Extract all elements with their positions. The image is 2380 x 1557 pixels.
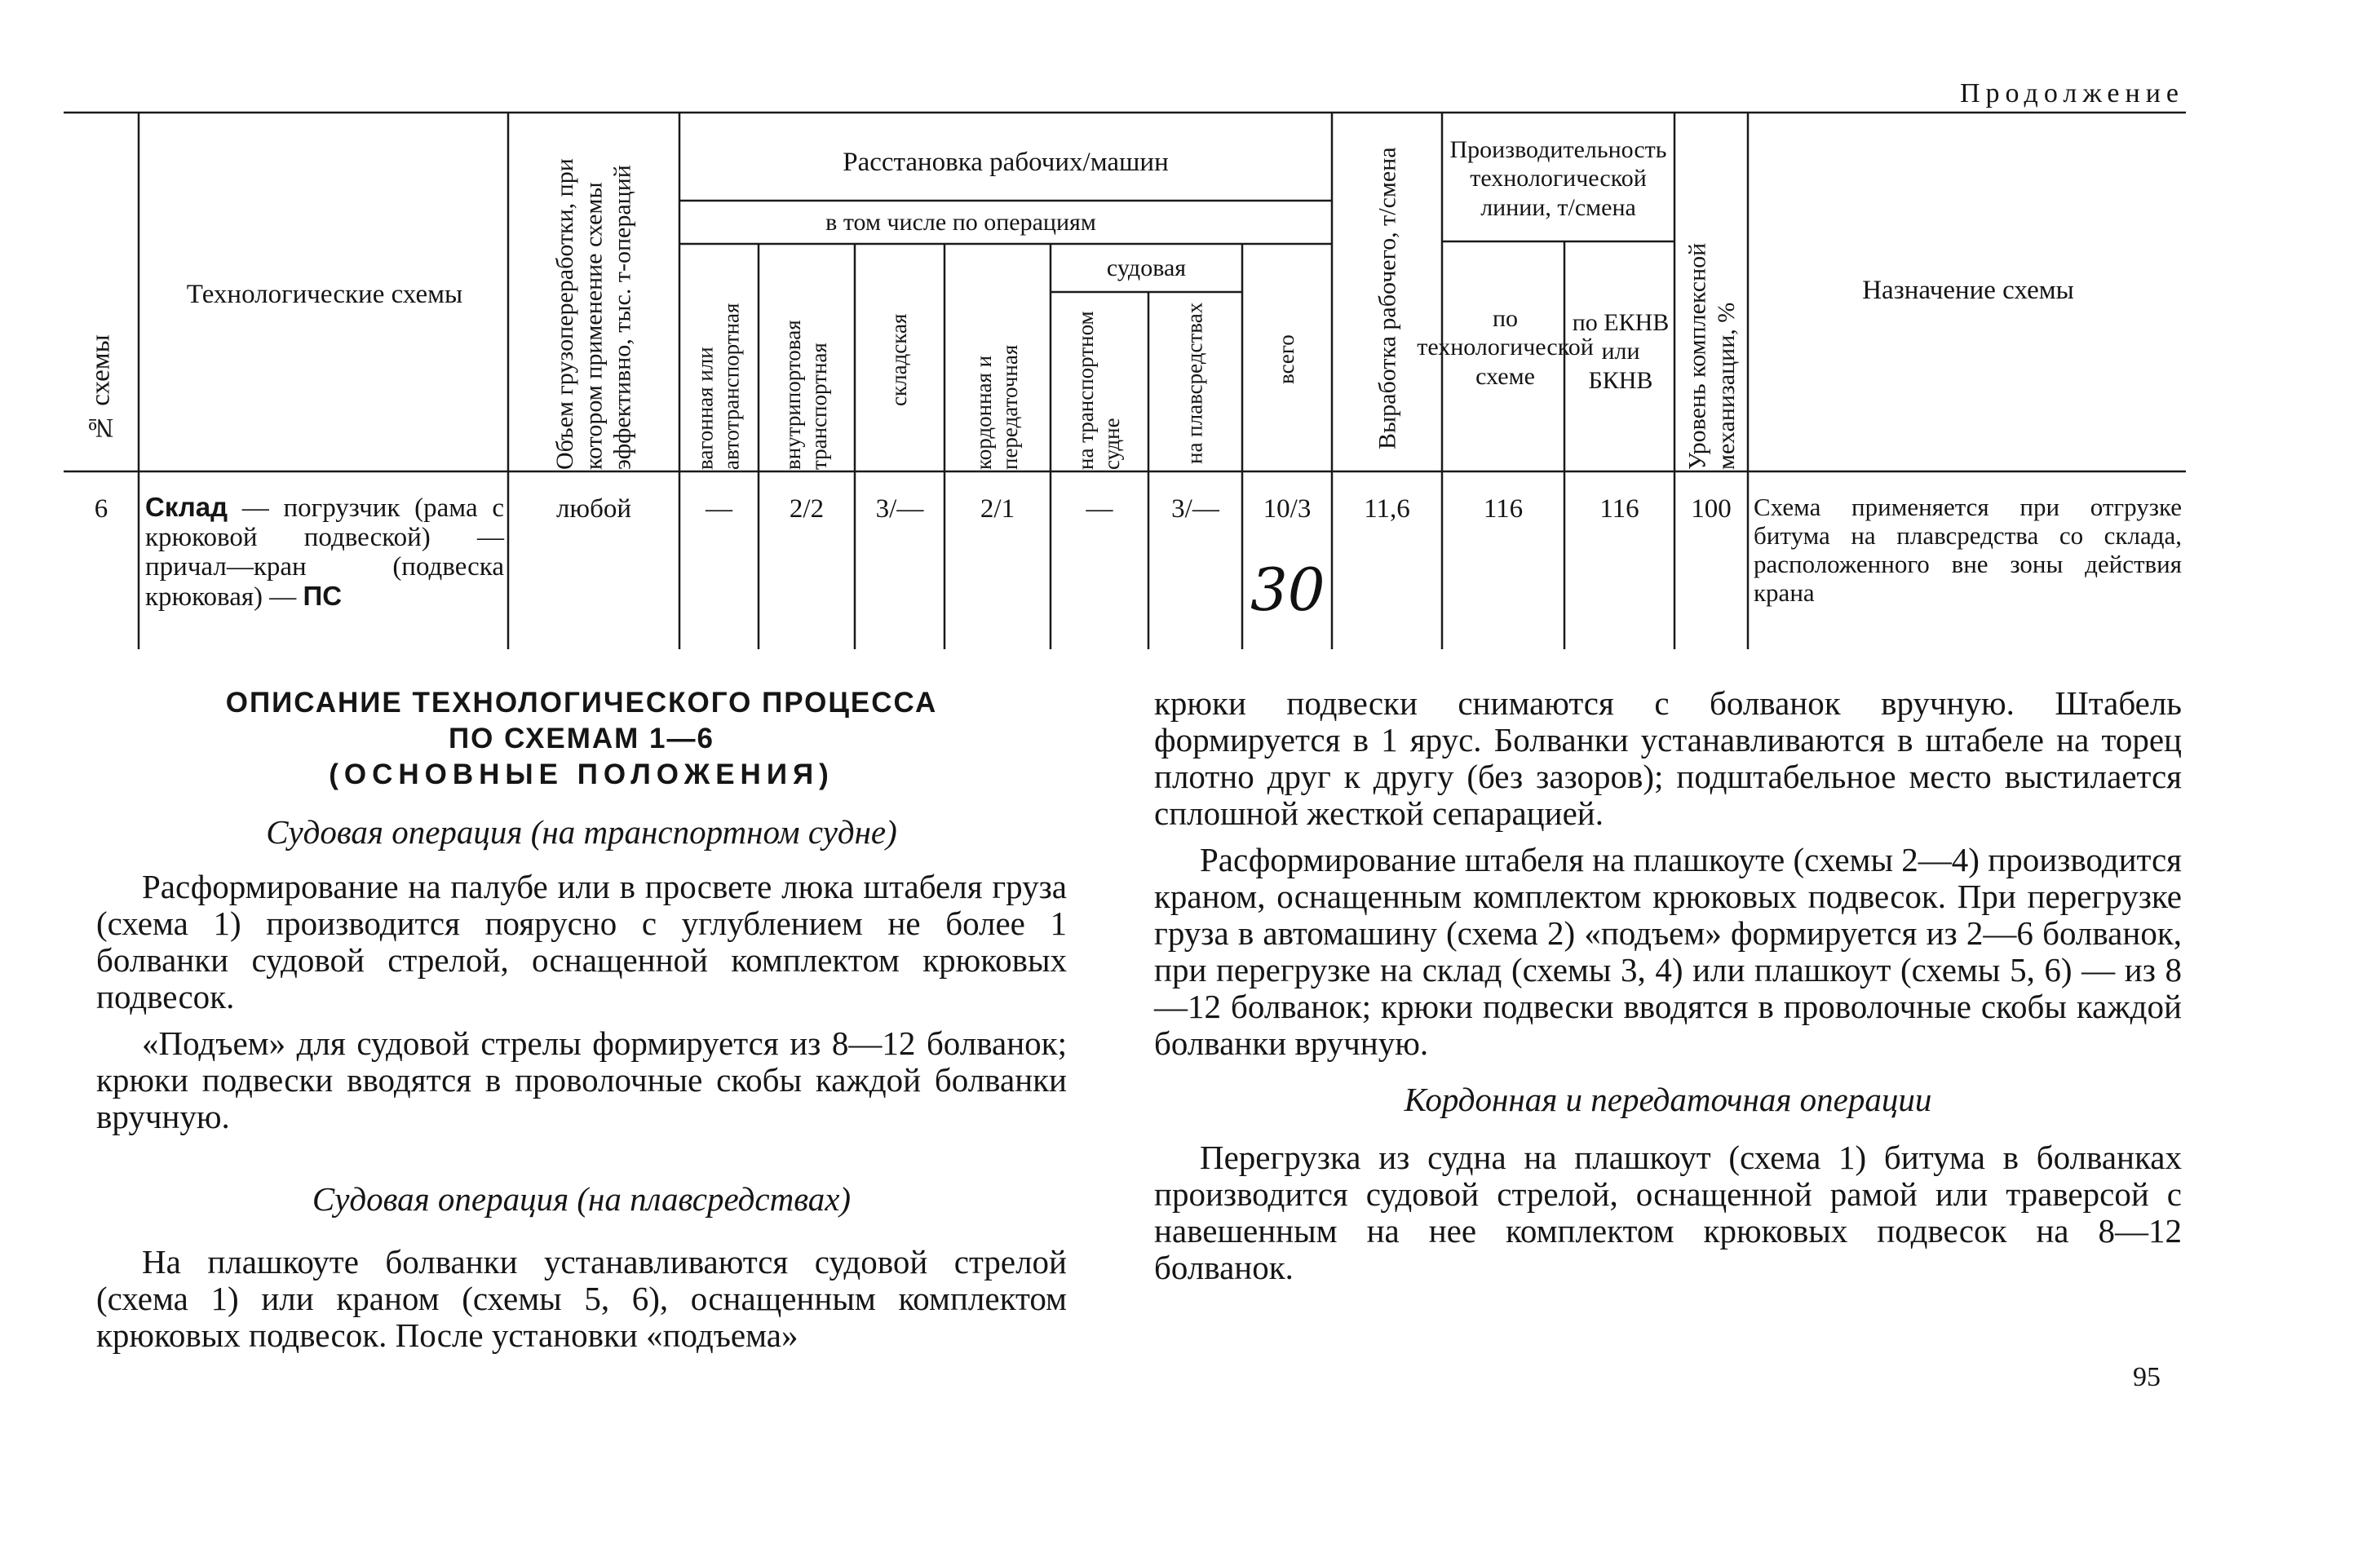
handwritten-annotation [1244,551,1325,625]
row-output: 11,6 [1364,494,1410,524]
row-on-floating: 3/— [1171,494,1219,524]
paragraph-1: Расформирование на палубе или в просвете люка штабеля груза (схема 1) производится поярусно с углублением не более 1 болванки судовой стрелой, оснащенной комплектом крюковых подвесок. [96,868,1067,1015]
paragraph-2: «Подъем» для судовой стрелы формируется из 8—12 болванок; крюки подвески вводятся в проволочные скобы каждой болванки вручную. [96,1024,1067,1135]
paragraph-4: крюки подвески снимаются с болванок вручную. Штабель формируется в 1 ярус. Болванки устанавливаются в штабеле на торец плотно друг к другу (без зазоров); подштабельное место выстилается сплошной жесткой сепарацией. [1154,684,2182,832]
subheading-floating: Судовая операция (на плавсредствах) [312,1180,852,1218]
header-mechanization: Уровень комплексной механизации, % [1683,242,1740,470]
row-by-scheme: 116 [1483,494,1524,524]
header-productivity: Производительность технологической линии, т/смена [1449,135,1667,221]
page-number: 95 [2133,1362,2161,1392]
subheading-cordon: Кордонная и передаточная операции [1404,1081,1932,1118]
header-scheme-no: № схемы [86,334,116,442]
section-title [96,685,1067,793]
header-on-transport-ship: на транспортном судне [1073,311,1124,470]
row-number: 6 [94,494,108,524]
row-wagon: — [706,494,732,524]
right-column [1154,685,2182,1296]
paragraph-5: Расформирование штабеля на плашкоуте (схемы 2—4) производится краном, оснащенным комплектом крюковых подвесок. При перегрузке груза в автомашину (схема 2) «подъем» формируется из 2—6 болванок, при перегрузке на склад (схемы 3, 4) или плашкоут (схемы 5, 6) — из 8—12 болванок; крюки подвески вводятся в проволочные скобы каждой болванки вручную. [1154,841,2182,1062]
row-by-eknv: 116 [1599,494,1639,524]
header-by-scheme: по технологической схеме [1417,304,1594,390]
header-tech-schemes: Технологические схемы [186,279,463,309]
row-scheme [145,493,504,612]
paragraph-3: На плашкоуте болванки устанавливаются судовой стрелой (схема 1) или краном (схемы 5, 6), оснащенным комплектом крюковых подвесок. После установки «подъема» [96,1243,1067,1354]
header-purpose: Назначение схемы [1862,275,2074,305]
header-warehouse: складская [887,313,912,406]
row-purpose: Схема применяется при отгрузке битума на плавсредства со склада, расположенного вне зоны действия крана [1754,493,2182,607]
continued-label: Продолжение [1959,78,2184,108]
row-total: 10/3 [1263,494,1312,524]
row-mechanization: 100 [1691,494,1732,524]
handwritten-annotation-text: 30 [1250,555,1325,624]
section-title-line2: ПО СХЕМАМ 1—6 [449,723,714,754]
header-cordon: кордонная и передаточная [971,344,1022,470]
header-by-operations: в том числе по операциям [825,209,1096,237]
section-title-line3: (ОСНОВНЫЕ ПОЛОЖЕНИЯ) [329,759,834,790]
header-ship: судовая [1106,254,1187,282]
row-warehouse: 3/— [875,494,924,524]
header-wagon: вагонная или автотранспортная [692,303,744,470]
row-scheme-rest: — погрузчик (рама с крюковой подвеской) — причал—кран (подвеска крюковая) — [145,493,504,612]
header-intraport: внутрипортовая транспортная [781,320,831,470]
row-volume: любой [555,494,632,524]
header-output: Выработка рабочего, т/смена [1374,147,1401,450]
header-by-eknv: по ЕКНВ или БКНВ [1572,308,1670,394]
paragraph-6: Перегрузка из судна на плашкоут (схема 1) битума в болванках производится судовой стрелой, оснащенной рамой или траверсой с навешенным на нее комплектом крюковых подвесок на 8—12 болванок. [1154,1139,2182,1286]
subheading-transport-ship: Судовая операция (на транспортном судне) [266,813,897,851]
header-volume: Объем грузопереработки, при котором применение схемы эффективно, тыс. т-операций [551,158,636,470]
row-on-transport-ship: — [1086,494,1113,524]
schemes-table [64,111,2186,649]
header-placement: Расстановка рабочих/машин [843,147,1169,177]
row-scheme-bold: Склад [145,492,228,522]
row-cordon: 2/1 [980,494,1015,524]
row-intraport: 2/2 [789,494,825,524]
row-scheme-end: ПС [303,581,343,611]
left-column [96,685,1067,1364]
header-on-floating: на плавсредствах [1182,302,1207,465]
header-total: всего [1274,334,1299,385]
section-title-line1: ОПИСАНИЕ ТЕХНОЛОГИЧЕСКОГО ПРОЦЕССА [225,687,938,719]
